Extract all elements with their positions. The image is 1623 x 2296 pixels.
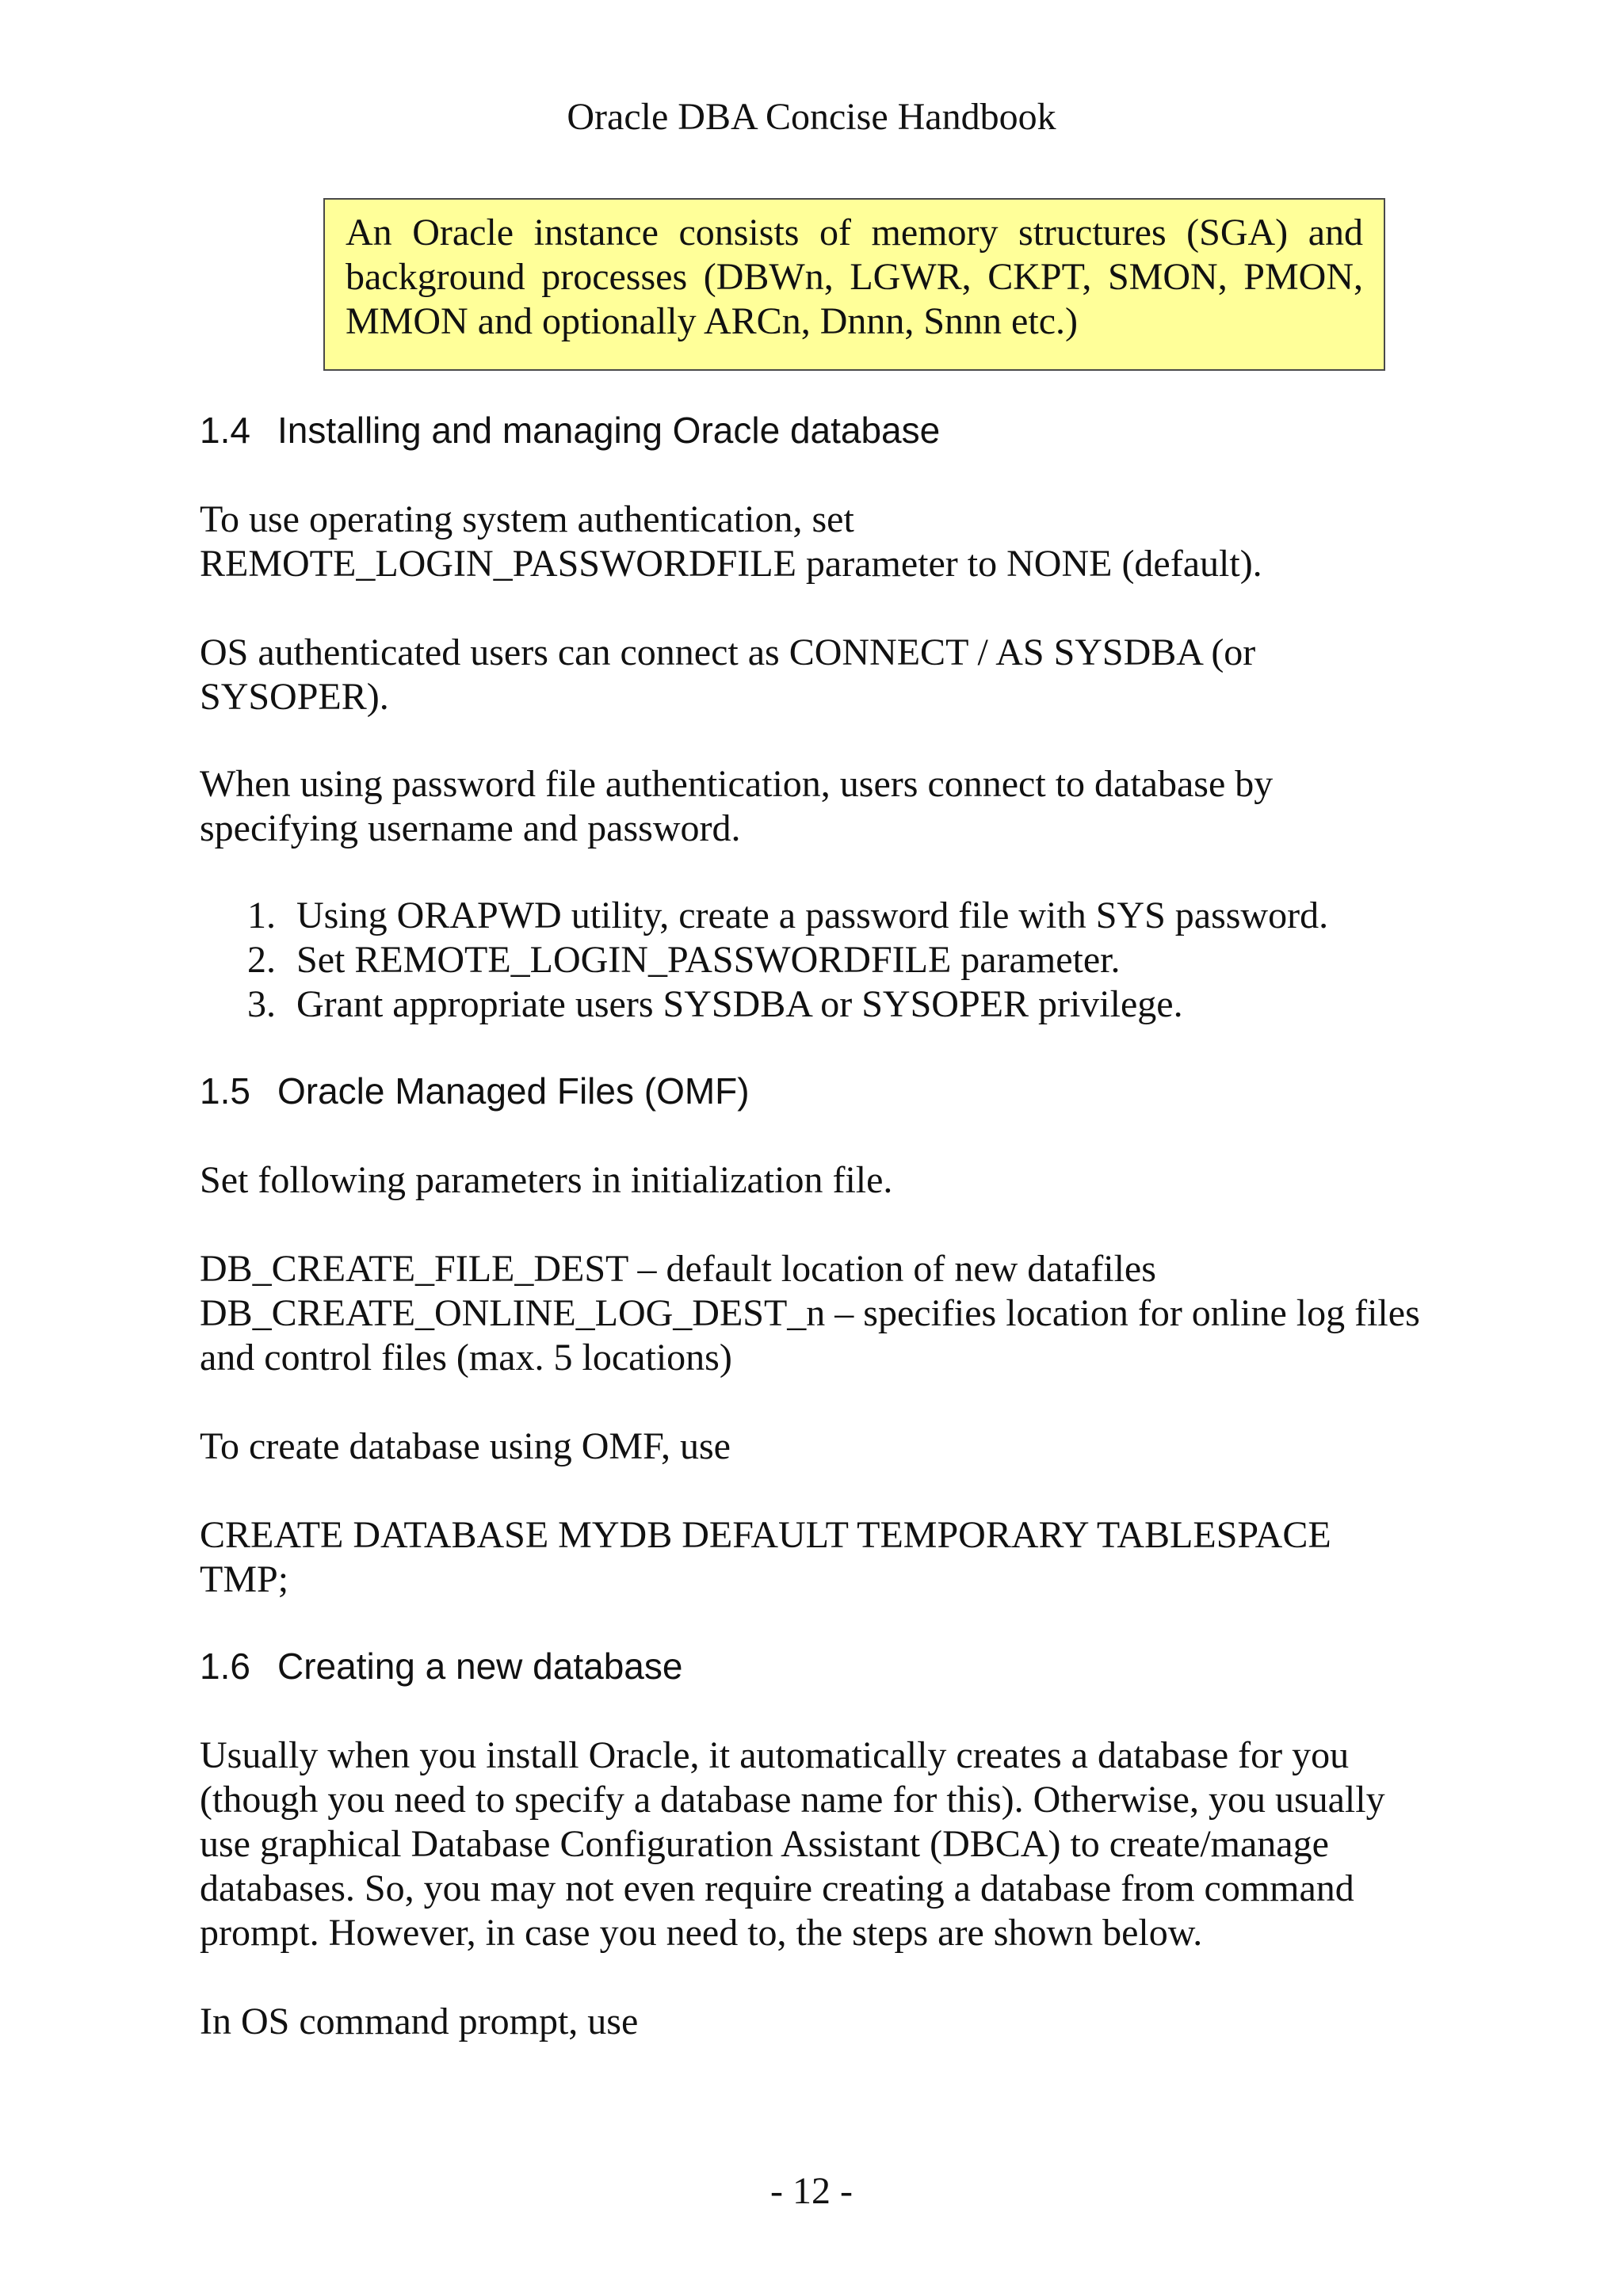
list-item-text: Grant appropriate users SYSDBA or SYSOPER privilege. xyxy=(296,983,1183,1025)
page-header-title: Oracle DBA Concise Handbook xyxy=(567,96,1056,138)
paragraph-omf-parameters xyxy=(200,1247,1468,1380)
paragraph-line: In OS command prompt, use xyxy=(200,2000,639,2042)
section-heading-1-4 xyxy=(200,409,940,452)
list-item xyxy=(247,894,1515,938)
paragraph-line: and control files (max. 5 locations) xyxy=(200,1337,732,1379)
paragraph-line: databases. So, you may not even require creating a database from command xyxy=(200,1867,1354,1909)
paragraph-os-command-prompt xyxy=(200,2000,1468,2044)
page-number: - 12 - xyxy=(770,2170,853,2212)
paragraph-set-parameters xyxy=(200,1158,1468,1203)
paragraph-line: To use operating system authentication, set xyxy=(200,498,854,540)
section-number: 1.6 xyxy=(200,1646,250,1687)
paragraph-create-database-command xyxy=(200,1513,1468,1602)
section-number: 1.5 xyxy=(200,1070,250,1112)
list-item-number: 1. xyxy=(247,894,276,936)
section-title: Creating a new database xyxy=(277,1646,683,1687)
callout-text: An Oracle instance consists of memory structures (SGA) and background processes (DBWn, LGWR, CKPT, SMON, PMON, MMON and optionally ARCn, Dnnn, Snnn etc.) xyxy=(346,212,1363,342)
paragraph-create-omf xyxy=(200,1425,1468,1469)
paragraph-line: prompt. However, in case you need to, the steps are shown below. xyxy=(200,1912,1203,1954)
paragraph-line: When using password file authentication, users connect to database by xyxy=(200,763,1274,805)
paragraph-line: OS authenticated users can connect as CONNECT / AS SYSDBA (or xyxy=(200,631,1256,673)
callout-box xyxy=(323,198,1385,371)
paragraph-line: REMOTE_LOGIN_PASSWORDFILE parameter to NONE (default). xyxy=(200,543,1262,585)
list-item xyxy=(247,982,1515,1027)
section-title: Oracle Managed Files (OMF) xyxy=(277,1070,750,1112)
paragraph-line: SYSOPER). xyxy=(200,676,389,718)
paragraph-line: To create database using OMF, use xyxy=(200,1425,731,1467)
list-item xyxy=(247,938,1515,982)
paragraph-line: DB_CREATE_ONLINE_LOG_DEST_n – specifies location for online log files xyxy=(200,1292,1420,1334)
list-item-text: Set REMOTE_LOGIN_PASSWORDFILE parameter. xyxy=(296,939,1121,981)
paragraph-creating-database xyxy=(200,1733,1468,1955)
list-item-text: Using ORAPWD utility, create a password file with SYS password. xyxy=(296,894,1329,936)
list-item-number: 2. xyxy=(247,939,276,981)
section-heading-1-5 xyxy=(200,1070,750,1112)
paragraph-line: (though you need to specify a database name for this). Otherwise, you usually xyxy=(200,1779,1385,1821)
password-file-steps-list xyxy=(247,894,1515,1027)
paragraph-line: Usually when you install Oracle, it automatically creates a database for you xyxy=(200,1734,1350,1776)
paragraph-line: specifying username and password. xyxy=(200,807,741,849)
section-heading-1-6 xyxy=(200,1645,682,1688)
paragraph-line: use graphical Database Configuration Assistant (DBCA) to create/manage xyxy=(200,1823,1329,1865)
section-title: Installing and managing Oracle database xyxy=(277,410,941,451)
section-number: 1.4 xyxy=(200,410,250,451)
paragraph-line: DB_CREATE_FILE_DEST – default location of new datafiles xyxy=(200,1248,1156,1290)
paragraph-os-users xyxy=(200,631,1468,719)
paragraph-line: Set following parameters in initialization file. xyxy=(200,1159,893,1201)
paragraph-line: TMP; xyxy=(200,1558,289,1600)
paragraph-password-file xyxy=(200,762,1468,851)
paragraph-os-authentication xyxy=(200,498,1468,586)
paragraph-line: CREATE DATABASE MYDB DEFAULT TEMPORARY TABLESPACE xyxy=(200,1514,1331,1556)
list-item-number: 3. xyxy=(247,983,276,1025)
